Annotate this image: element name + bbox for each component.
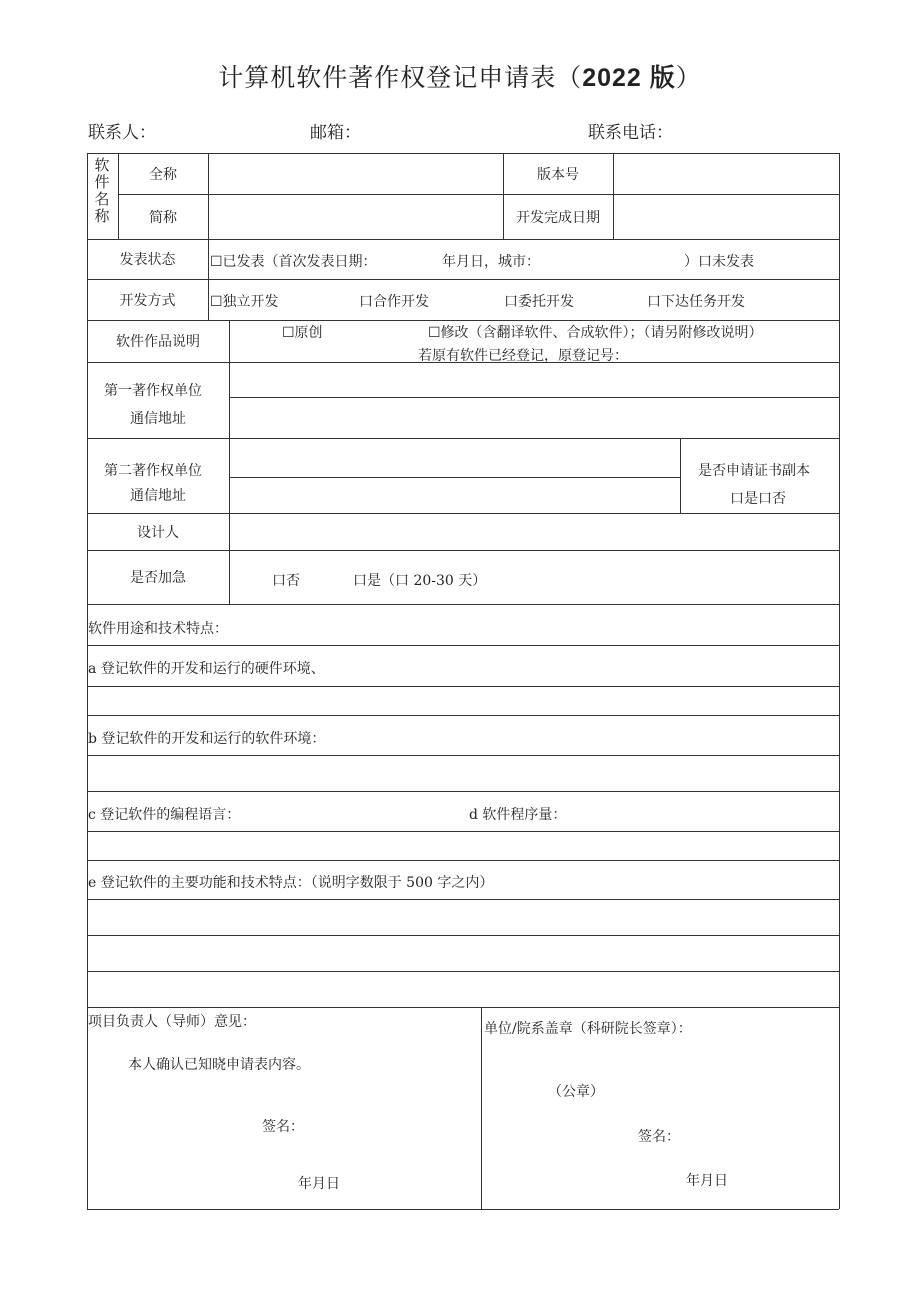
first-owner-field[interactable]	[230, 363, 839, 397]
software-name-section-label: 软件名称	[94, 156, 110, 225]
completion-date-field[interactable]	[614, 195, 839, 239]
programming-language-label: c 登记软件的编程语言：	[88, 807, 241, 823]
dev-cooperative-checkbox[interactable]: 口合作开发	[359, 294, 429, 310]
software-environment-field[interactable]	[88, 756, 839, 791]
second-owner-label: 第二著作权单位	[104, 463, 202, 479]
language-size-field[interactable]	[88, 832, 839, 860]
urgent-yes-checkbox[interactable]: 口是（口 20-30 天）	[353, 573, 487, 589]
hardware-environment-field[interactable]	[88, 687, 839, 715]
first-owner-address-label: 通信地址	[130, 410, 186, 427]
contact-person-label: 联系人：	[88, 123, 156, 143]
unit-date-label[interactable]: 年月日	[686, 1173, 728, 1189]
features-heading: 软件用途和技术特点：	[88, 621, 228, 637]
full-name-field[interactable]	[209, 154, 503, 194]
full-name-label: 全称	[149, 166, 177, 183]
dev-method-label: 开发方式	[119, 292, 176, 309]
title-version: 2022 版	[582, 64, 676, 92]
dev-assigned-task-checkbox[interactable]: 口下达任务开发	[647, 294, 745, 310]
unpublished-checkbox[interactable]: ）口未发表	[684, 254, 754, 270]
program-size-label: d 软件程序量：	[469, 807, 567, 823]
dev-independent-checkbox[interactable]: ☐独立开发	[210, 294, 279, 310]
modified-checkbox[interactable]: ☐修改（含翻译软件、合成软件）；（请另附修改说明）	[428, 325, 763, 341]
urgent-no-checkbox[interactable]: 口否	[272, 573, 300, 589]
dev-commissioned-checkbox[interactable]: 口委托开发	[504, 294, 574, 310]
main-functions-field[interactable]	[88, 900, 839, 1007]
certificate-copy-options[interactable]: 口是口否	[730, 491, 786, 507]
original-checkbox[interactable]: ☐原创	[282, 325, 323, 341]
unit-seal-heading: 单位/院系盖章（科研院长签章）：	[484, 1021, 692, 1037]
first-owner-label: 第一著作权单位	[104, 383, 202, 399]
official-seal-label: （公章）	[548, 1084, 604, 1100]
first-owner-address-field[interactable]	[230, 398, 839, 438]
supervisor-confirm-text: 本人确认已知晓申请表内容。	[128, 1057, 310, 1073]
supervisor-signature-label[interactable]: 签名：	[262, 1119, 304, 1135]
second-owner-address-label: 通信地址	[130, 488, 186, 504]
page-title	[0, 58, 920, 94]
second-owner-address-field[interactable]	[230, 478, 680, 513]
software-environment-label: b 登记软件的开发和运行的软件环境：	[88, 731, 326, 747]
hardware-environment-label: a 登记软件的开发和运行的硬件环境、	[88, 661, 325, 677]
designer-field[interactable]	[230, 514, 839, 550]
supervisor-opinion-heading: 项目负责人（导师）意见：	[88, 1014, 256, 1030]
urgent-label: 是否加急	[130, 570, 186, 586]
contact-phone-label: 联系电话：	[588, 123, 673, 143]
title-close: ）	[675, 63, 702, 92]
title-text: 计算机软件著作权登记申请表（	[218, 63, 583, 92]
work-description-label: 软件作品说明	[116, 334, 200, 350]
unit-signature-label[interactable]: 签名：	[638, 1129, 680, 1145]
publish-date-city: 年月日，城市：	[442, 254, 540, 270]
completion-date-label: 开发完成日期	[516, 209, 600, 226]
second-owner-field[interactable]	[230, 439, 680, 477]
short-name-label: 简称	[149, 209, 177, 226]
supervisor-date-label[interactable]: 年月日	[298, 1176, 340, 1192]
short-name-field[interactable]	[209, 195, 503, 239]
main-functions-label: e 登记软件的主要功能和技术特点：（说明字数限于 500 字之内）	[88, 875, 494, 891]
published-checkbox[interactable]: ☐已发表（首次发表日期：	[210, 254, 377, 270]
publish-status-label: 发表状态	[119, 252, 176, 268]
version-field[interactable]	[614, 154, 839, 194]
certificate-copy-label: 是否申请证书副本	[698, 463, 810, 479]
designer-label: 设计人	[137, 524, 179, 541]
version-label: 版本号	[537, 166, 579, 183]
prior-registration-number: 若原有软件已经登记，原登记号：	[418, 348, 628, 364]
contact-email-label: 邮箱：	[310, 123, 361, 143]
